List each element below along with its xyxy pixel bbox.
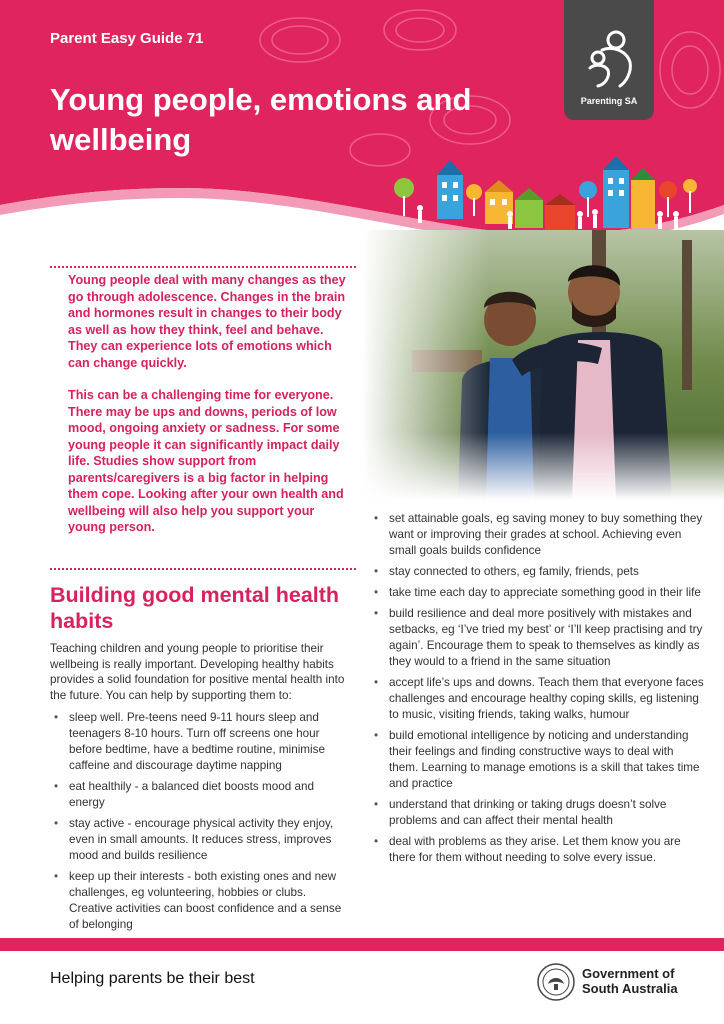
- footer-bar: [0, 938, 724, 951]
- bullet-list-right: [372, 511, 706, 871]
- footer-tagline: Helping parents be their best: [50, 970, 255, 987]
- section-title: Building good mental health habits: [50, 583, 340, 633]
- header-banner: [0, 0, 724, 250]
- list-item: • stay connected to others, eg family, friends, pets: [372, 564, 706, 580]
- guide-label: Parent Easy Guide 71: [50, 30, 204, 47]
- list-item: • build emotional intelligence by noticing and understanding their feelings and finding constructive ways to deal with them. Learning to manage emotions is a skill that takes time and practice: [372, 728, 706, 792]
- gov-line-2: South Australia: [582, 981, 678, 996]
- list-item: • eat healthily - a balanced diet boosts mood and energy: [52, 779, 352, 811]
- intro-paragraph-1: Young people deal with many changes as they go through adolescence. Changes in the brain and hormones result in changes to their body as well as how they think, feel and behave. They can experience lots of emotions which can change quickly.: [68, 273, 346, 370]
- intro-paragraph-2: This can be a challenging time for everyone. There may be ups and downs, periods of low mood, ongoing anxiety or sadness. For some young people it can significantly impact daily life. Studies show support from parents/caregivers is a big factor in helping them cope. Looking after your own health and wellbeing will also help you support your young person.: [68, 388, 344, 534]
- logo-text: Parenting SA: [580, 96, 638, 106]
- south-australia-crest-icon: [536, 962, 576, 1002]
- father-son-photo: [362, 230, 724, 500]
- list-item: • build resilience and deal more positively with mistakes and setbacks, eg ‘I’ve tried my best’ or ‘I’ll keep practising and try again’. Encourage them to speak to themselves as kindly as they would to a friend in the same situation: [372, 606, 706, 670]
- intro-divider-top: [50, 266, 356, 268]
- list-item: • understand that drinking or taking drugs doesn’t solve problems and can affect their mental health: [372, 797, 706, 829]
- intro-divider-bottom: [50, 568, 356, 570]
- list-item: • accept life’s ups and downs. Teach them that everyone faces challenges and encourage healthy coping skills, eg listening to music, visiting friends, taking walks, humour: [372, 675, 706, 723]
- list-item: • keep up their interests - both existing ones and new challenges, eg volunteering, hobbies or clubs. Creative activities can boost confidence and a sense of belonging: [52, 869, 352, 933]
- parent-child-icon: [582, 28, 636, 90]
- government-text: [582, 966, 678, 996]
- page-title: Young people, emotions and wellbeing: [50, 82, 472, 157]
- list-item: • take time each day to appreciate something good in their life: [372, 585, 706, 601]
- list-item: • sleep well. Pre-teens need 9-11 hours sleep and teenagers 8-10 hours. Turn off screens one hour before bedtime, have a bedtime routine, minimise caffeine and discourage daytime napping: [52, 710, 352, 774]
- list-item: • set attainable goals, eg saving money to buy something they want or improving their grades at school. Achieving even small goals builds confidence: [372, 511, 706, 559]
- photo-illustration: [362, 230, 724, 500]
- gov-line-1: Government of: [582, 966, 675, 981]
- government-logo: [536, 962, 686, 1002]
- bullet-list-left: [52, 710, 352, 938]
- section-body: Teaching children and young people to prioritise their wellbeing is really important. Developing healthy habits provides a solid foundation for positive mental health into the future. You can help by supporting them to:: [50, 642, 345, 702]
- list-item: • deal with problems as they arise. Let them know you are there for them without needing to solve every issue.: [372, 834, 706, 866]
- intro-text: [68, 272, 350, 536]
- parenting-sa-logo: [564, 0, 654, 120]
- list-item: • stay active - encourage physical activity they enjoy, even in small amounts. It reduces stress, improves mood and builds resilience: [52, 816, 352, 864]
